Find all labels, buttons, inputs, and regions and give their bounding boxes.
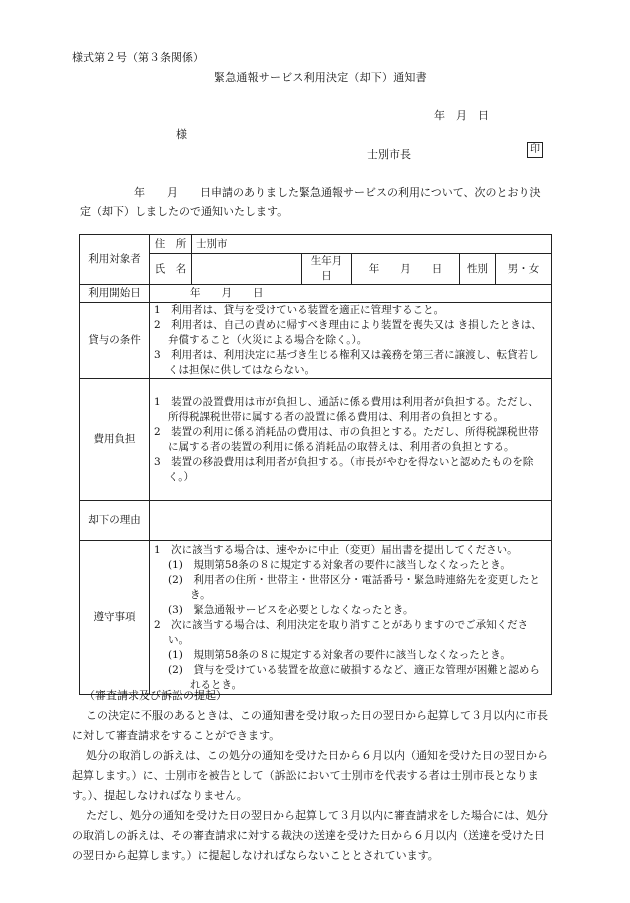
issue-date-line: 年 月 日 (434, 109, 489, 122)
review-paragraph: この決定に不服のあるときは、この通知書を受け取った日の翌日から起算して３月以内に市長に対して審査請求をすることができます。 (72, 709, 548, 742)
rejection-reason-value (150, 501, 552, 541)
seal-box: 印 (527, 142, 543, 158)
review-paragraph: 処分の取消しの訴えは、この処分の通知を受けた日から６月以内（通知を受けた日の翌日から起算します。）に、士別市を被告として（訴訟において士別市を代表する者は士別市長となります。）、提起しなければなりません。 (72, 749, 548, 802)
cost-burden (150, 379, 552, 501)
intro-text: 年 月 日申請のありました緊急通報サービスの利用について、次のとおり決定（却下）しましたので通知いたします。 (80, 186, 541, 218)
birth-label: 生年月日 (302, 254, 352, 285)
loan-conditions-label: 貸与の条件 (80, 303, 150, 379)
cost-burden-label: 費用負担 (80, 379, 150, 501)
target-label: 利用対象者 (80, 235, 150, 285)
review-paragraph: ただし、処分の通知を受けた日の翌日から起算して３月以内に審査請求をした場合には、処分の取消しの訴えは、その審査請求に対する裁決の送達を受けた日から６月以内（送達を受けた日の翌日から起算します。）に提起しなければならないこととされています。 (72, 809, 548, 862)
start-date-value: 年 月 日 (150, 285, 552, 303)
review-heading: （審査請求及び訴訟の提起） (84, 689, 227, 702)
document-title: 緊急通報サービス利用決定（却下）通知書 (214, 71, 427, 84)
compliance-subitem: (2) 利用者の住所・世帯主・世帯区分・電話番号・緊急時連絡先を変更したとき。 (168, 573, 540, 601)
address-value: 士別市 (192, 235, 552, 254)
cost-item: 3 装置の移設費用は利用者が負担する。（市長がやむを得ないと認めたものを除く。） (154, 455, 534, 483)
cost-item: 2 装置の利用に係る消耗品の費用は、市の負担とする。ただし、所得税課税世帯に属する者の装置の利用に係る消耗品の取替えは、利用者の負担とする。 (154, 425, 539, 453)
name-label: 氏 名 (150, 254, 192, 285)
name-value (192, 254, 302, 285)
birth-value: 年 月 日 (352, 254, 460, 285)
loan-condition-item: 1 利用者は、貸与を受けている装置を適正に管理すること。 (154, 304, 445, 316)
compliance-subitem: (1) 規則第58条の８に規定する対象者の要件に該当しなくなったとき。 (168, 558, 511, 571)
compliance-subitem: (3) 緊急通報サービスを必要としなくなったとき。 (168, 603, 414, 616)
loan-conditions (150, 303, 552, 379)
compliance-subitem: (2) 貸与を受けている装置を故意に破損するなど、適正な管理が困難と認められるとき。 (168, 663, 540, 691)
compliance-label: 遵守事項 (80, 541, 150, 695)
sex-value: 男・女 (496, 254, 552, 285)
cost-item: 1 装置の設置費用は市が負担し、通話に係る費用は利用者が負担する。ただし、所得税課税世帯に属する者の設置に係る費用は、利用者の負担とする。 (154, 395, 539, 423)
decision-table (79, 234, 552, 695)
review-notice (72, 706, 552, 866)
start-date-label: 利用開始日 (80, 285, 150, 303)
compliance-subitem: (1) 規則第58条の８に規定する対象者の要件に該当しなくなったとき。 (168, 648, 511, 661)
compliance-item: 1 次に該当する場合は、速やかに中止（変更）届出書を提出してください。 (154, 543, 518, 556)
addressee-suffix: 様 (176, 128, 187, 141)
sex-label: 性別 (460, 254, 496, 285)
loan-condition-item: 2 利用者は、自己の責めに帰すべき理由により装置を喪失又は き損したときは、弁償すること（火災による場合を除く。）。 (154, 319, 542, 346)
form-number-label: 様式第２号（第３条関係） (72, 51, 204, 64)
compliance-item: 2 次に該当する場合は、利用決定を取り消すことがありますのでご承知ください。 (154, 618, 529, 646)
address-label: 住 所 (150, 235, 192, 254)
compliance-items (150, 541, 552, 695)
rejection-reason-label: 却下の理由 (80, 501, 150, 541)
issuer-name: 士別市長 (367, 148, 411, 161)
loan-condition-item: 3 利用者は、利用決定に基づき生じる権利又は義務を第三者に譲渡し、転貸若しくは担保に供してはならない。 (154, 349, 539, 376)
